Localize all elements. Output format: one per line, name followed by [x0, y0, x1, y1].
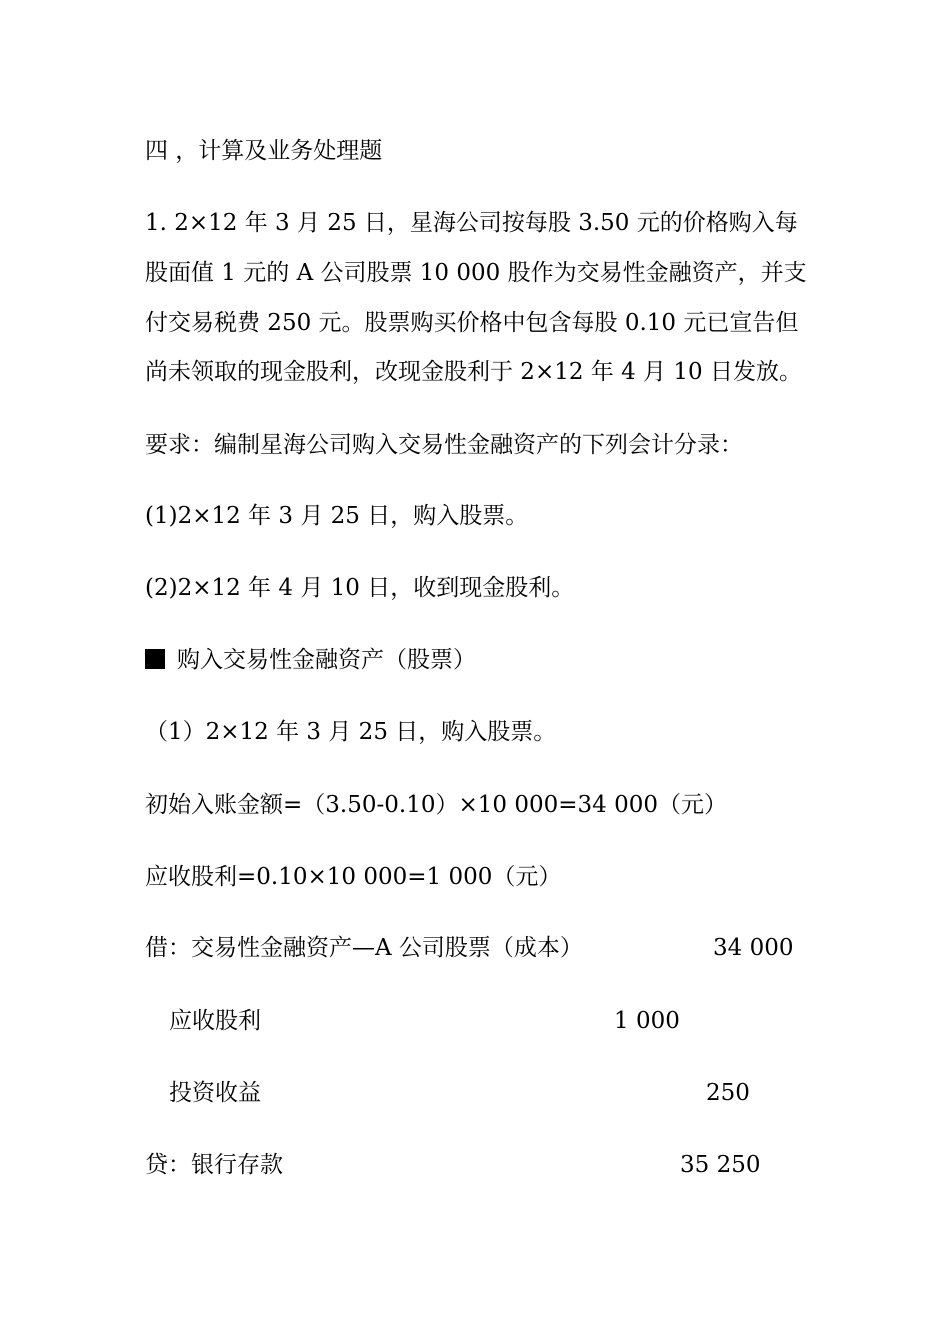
entry-debit-dividend-label: 应收股利: [169, 1008, 261, 1034]
entry-debit-main-amount: 34 000: [713, 935, 794, 961]
calc-initial-amount: 初始入账金额=（3.50-0.10）×10 000=34 000（元）: [145, 792, 727, 818]
entry-debit-dividend-amount: 1 000: [614, 1008, 680, 1034]
section-title: [145, 645, 476, 675]
step-1: （1）2×12 年 3 月 25 日，购入股票。: [145, 719, 557, 745]
requirement-item-2: (2)2×12 年 4 月 10 日，收到现金股利。: [145, 575, 575, 601]
requirement-text: 要求：编制星海公司购入交易性金融资产的下列会计分录：: [145, 432, 743, 458]
problem-line-1: 1. 2×12 年 3 月 25 日，星海公司按每股 3.50 元的价格购入每: [145, 210, 798, 236]
section-title-text: 购入交易性金融资产（股票）: [177, 647, 476, 673]
entry-debit-main-label: 借：交易性金融资产—A 公司股票（成本）: [145, 935, 583, 961]
problem-line-3: 付交易税费 250 元。股票购买价格中包含每股 0.10 元已宣告但: [145, 310, 799, 336]
entry-debit-invest-amount: 250: [706, 1080, 750, 1106]
entry-debit-invest-label: 投资收益: [169, 1080, 261, 1106]
entry-credit-amount: 35 250: [680, 1152, 761, 1178]
section-heading: 四 ，计算及业务处理题: [145, 138, 383, 164]
requirement-item-1: (1)2×12 年 3 月 25 日，购入股票。: [145, 503, 529, 529]
entry-credit-label: 贷：银行存款: [145, 1152, 283, 1178]
problem-line-2: 股面值 1 元的 A 公司股票 10 000 股作为交易性金融资产，并支: [145, 260, 807, 286]
calc-dividend-receivable: 应收股利=0.10×10 000=1 000（元）: [145, 864, 562, 890]
problem-line-4: 尚未领取的现金股利，改现金股利于 2×12 年 4 月 10 日发放。: [145, 359, 802, 385]
square-bullet-icon: [145, 649, 165, 669]
